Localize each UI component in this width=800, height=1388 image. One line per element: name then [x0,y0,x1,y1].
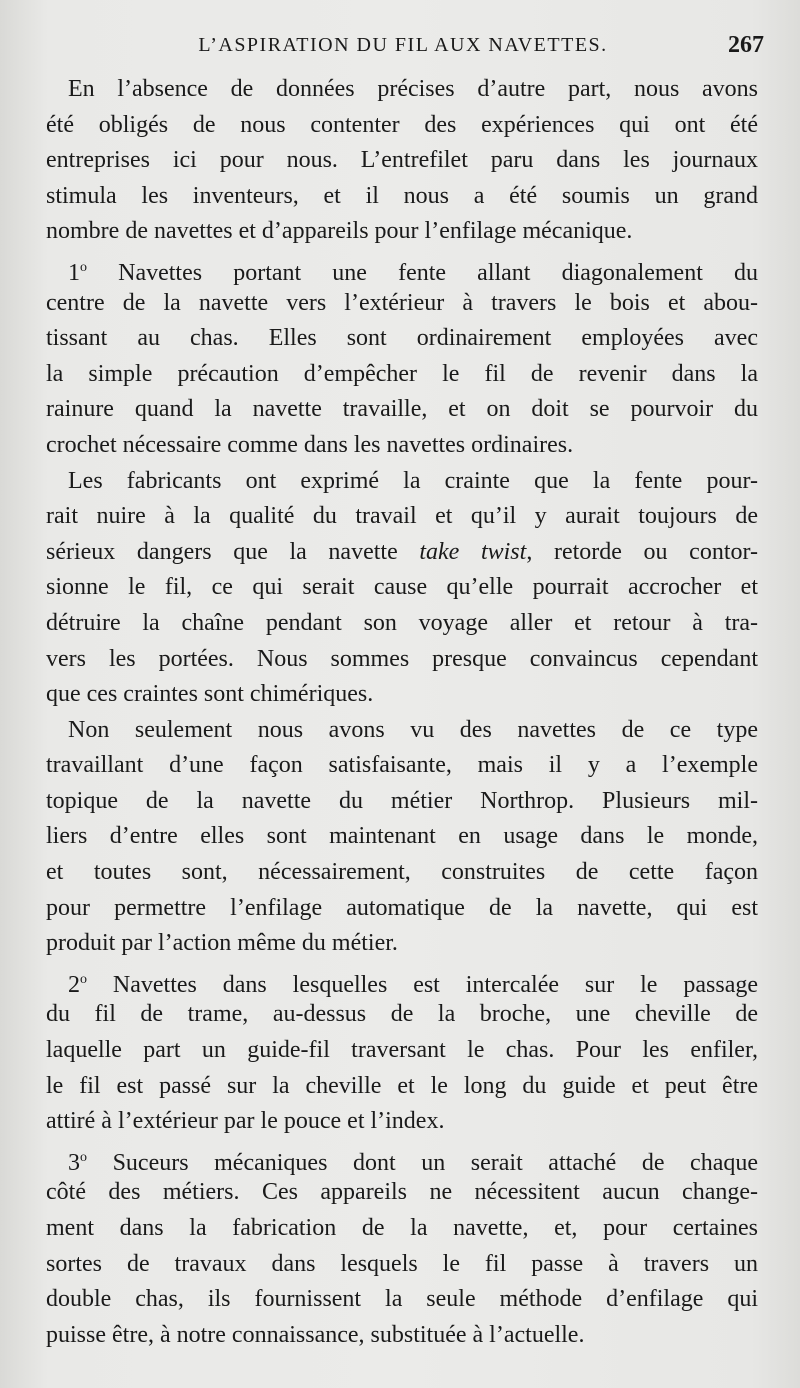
text-line: travaillant d’une façon satisfaisante, mais il y a l’exemple [46,752,758,779]
text-line: attiré à l’extérieur par le pouce et l’index. [46,1108,445,1135]
running-head [48,32,764,64]
text-line: sionne le fil, ce qui serait cause qu’elle pourrait accrocher et [46,574,758,601]
text-line: stimula les inventeurs, et il nous a été soumis un grand [46,182,758,209]
text-line: vers les portées. Nous sommes presque convaincus cependant [46,645,758,672]
text-line: sortes de travaux dans lesquels le fil passe à travers un [46,1250,758,1277]
text-line: ment dans la fabrication de la navette, et, pour certaines [46,1215,758,1241]
text-line: 2$^o$ Navettes dans lesquelles est intercalée sur le passage [68,971,758,998]
text-line: nombre de navettes et d’appareils pour l’enfilage mécanique. [46,218,633,245]
text-line: 3$^o$ Suceurs mécaniques dont un serait attaché de chaque [68,1149,758,1176]
text-line: tissant au chas. Elles sont ordinairement employées avec [46,325,758,352]
text-line: topique de la navette du métier Northrop. Plusieurs mil- [46,787,758,814]
text-line: liers d’entre elles sont maintenant en usage dans le monde, [46,823,758,850]
text-line: côté des métiers. Ces appareils ne nécessitent aucun change- [46,1179,758,1206]
text-line: sérieux dangers que la navette take twist, retorde ou contor- [46,538,758,565]
text-line: double chas, ils fournissent la seule méthode d’enfilage qui [46,1286,758,1313]
body-text [46,72,758,1353]
text-line: que ces craintes sont chimériques. [46,681,374,708]
text-line: rait nuire à la qualité du travail et qu’il y aurait toujours de [46,503,758,530]
text-line: centre de la navette vers l’extérieur à travers le bois et abou- [46,289,758,316]
text-line: été obligés de nous contenter des expériences qui ont été [46,111,758,138]
text-line: du fil de trame, au-dessus de la broche, une cheville de [46,1001,758,1028]
text-line: produit par l’action même du métier. [46,930,398,957]
text-line: la simple précaution d’empêcher le fil de revenir dans la [46,360,758,387]
text-line: laquelle part un guide-fil traversant le chas. Pour les enfiler, [46,1037,758,1064]
text-line: Non seulement nous avons vu des navettes de ce type [68,716,758,743]
text-line: et toutes sont, nécessairement, construites de cette façon [46,859,758,886]
text-line: le fil est passé sur la cheville et le long du guide et peut être [46,1072,758,1099]
text-line: puisse être, à notre connaissance, substituée à l’actuelle. [46,1321,585,1348]
page-number: 267 [728,32,764,58]
text-line: En l’absence de données précises d’autre part, nous avons [68,76,758,102]
running-title: L’ASPIRATION DU FIL AUX NAVETTES. [198,34,608,56]
text-line: entreprises ici pour nous. L’entrefilet paru dans les journaux [46,147,758,174]
text-line: pour permettre l’enfilage automatique de la navette, qui est [46,894,758,921]
text-line: rainure quand la navette travaille, et on doit se pourvoir du [46,396,758,423]
text-line: Les fabricants ont exprimé la crainte que la fente pour- [68,467,758,494]
text-line: 1$^o$ Navettes portant une fente allant diagonalement du [68,259,758,286]
text-line: crochet nécessaire comme dans les navettes ordinaires. [46,431,574,458]
text-line: détruire la chaîne pendant son voyage aller et retour à tra- [46,609,758,636]
